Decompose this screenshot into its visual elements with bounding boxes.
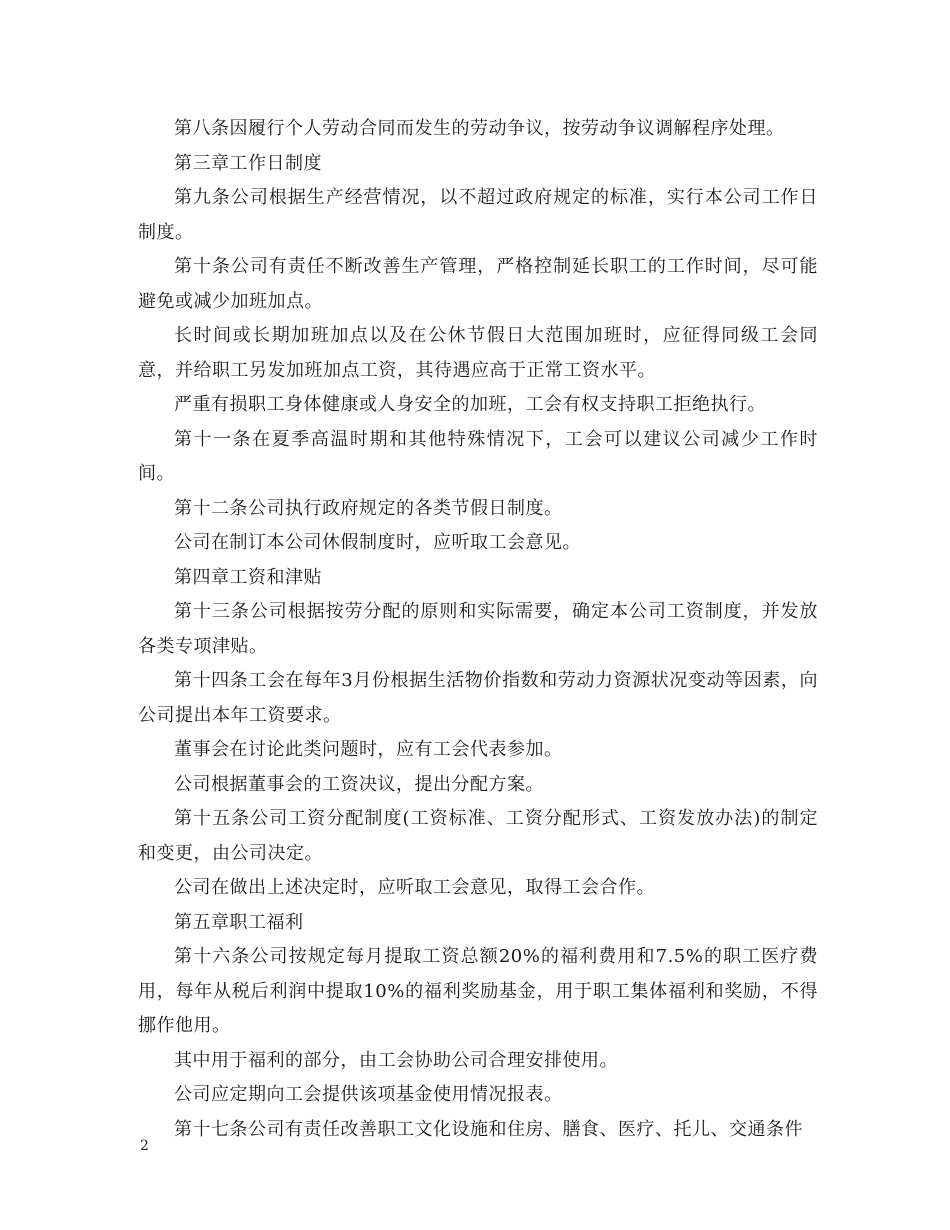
paragraph-leave-policy: 公司在制订本公司休假制度时，应听取工会意见。 <box>174 532 581 553</box>
paragraph-article-14: 第十四条工会在每年3月份根据生活物价指数和劳动力资源状况变动等因素，向公司提出本年工资要求。 <box>138 670 818 726</box>
paragraph-board-discussion: 董事会在讨论此类问题时，应有工会代表参加。 <box>174 739 563 760</box>
paragraph-article-13: 第十三条公司根据按劳分配的原则和实际需要，确定本公司工资制度，并发放各类专项津贴。 <box>138 601 818 657</box>
paragraph-fund-report: 公司应定期向工会提供该项基金使用情况报表。 <box>174 1084 563 1105</box>
paragraph-article-12: 第十二条公司执行政府规定的各类节假日制度。 <box>174 497 563 519</box>
paragraph-union-cooperation: 公司在做出上述决定时，应听取工会意见，取得工会合作。 <box>174 877 655 898</box>
paragraph-overtime: 长时间或长期加班加点以及在公休节假日大范围加班时，应征得同级工会同意，并给职工另发加班加点工资，其待遇应高于正常工资水平。 <box>138 325 818 381</box>
document-body <box>138 112 818 1147</box>
paragraph-health-safety: 严重有损职工身体健康或人身安全的加班，工会有权支持职工拒绝执行。 <box>174 394 766 415</box>
paragraph-article-16: 第十六条公司按规定每月提取工资总额20%的福利费用和7.5%的职工医疗费用，每年从税后利润中提取10%的福利奖励基金，用于职工集体福利和奖励，不得挪作他用。 <box>138 946 818 1036</box>
chapter-heading-3: 第三章工作日制度 <box>174 152 322 174</box>
paragraph-article-11: 第十一条在夏季高温时期和其他特殊情况下，工会可以建议公司减少工作时间。 <box>138 428 818 484</box>
paragraph-article-8: 第八条因履行个人劳动合同而发生的劳动争议，按劳动争议调解程序处理。 <box>174 118 785 139</box>
page-number: 2 <box>140 1138 149 1154</box>
paragraph-article-17: 第十七条公司有责任改善职工文化设施和住房、膳食、医疗、托儿、交通条件 <box>174 1118 803 1140</box>
paragraph-welfare-usage: 其中用于福利的部分，由工会协助公司合理安排使用。 <box>174 1049 618 1071</box>
chapter-heading-5: 第五章职工福利 <box>174 911 304 933</box>
paragraph-article-15: 第十五条公司工资分配制度(工资标准、工资分配形式、工资发放办法)的制定和变更，由公司决定。 <box>138 808 818 864</box>
paragraph-article-10: 第十条公司有责任不断改善生产管理，严格控制延长职工的工作时间，尽可能避免或减少加班加点。 <box>138 256 818 312</box>
chapter-heading-4: 第四章工资和津贴 <box>174 566 322 588</box>
paragraph-distribution-plan: 公司根据董事会的工资决议，提出分配方案。 <box>174 773 544 795</box>
paragraph-article-9: 第九条公司根据生产经营情况，以不超过政府规定的标准，实行本公司工作日制度。 <box>138 187 818 243</box>
